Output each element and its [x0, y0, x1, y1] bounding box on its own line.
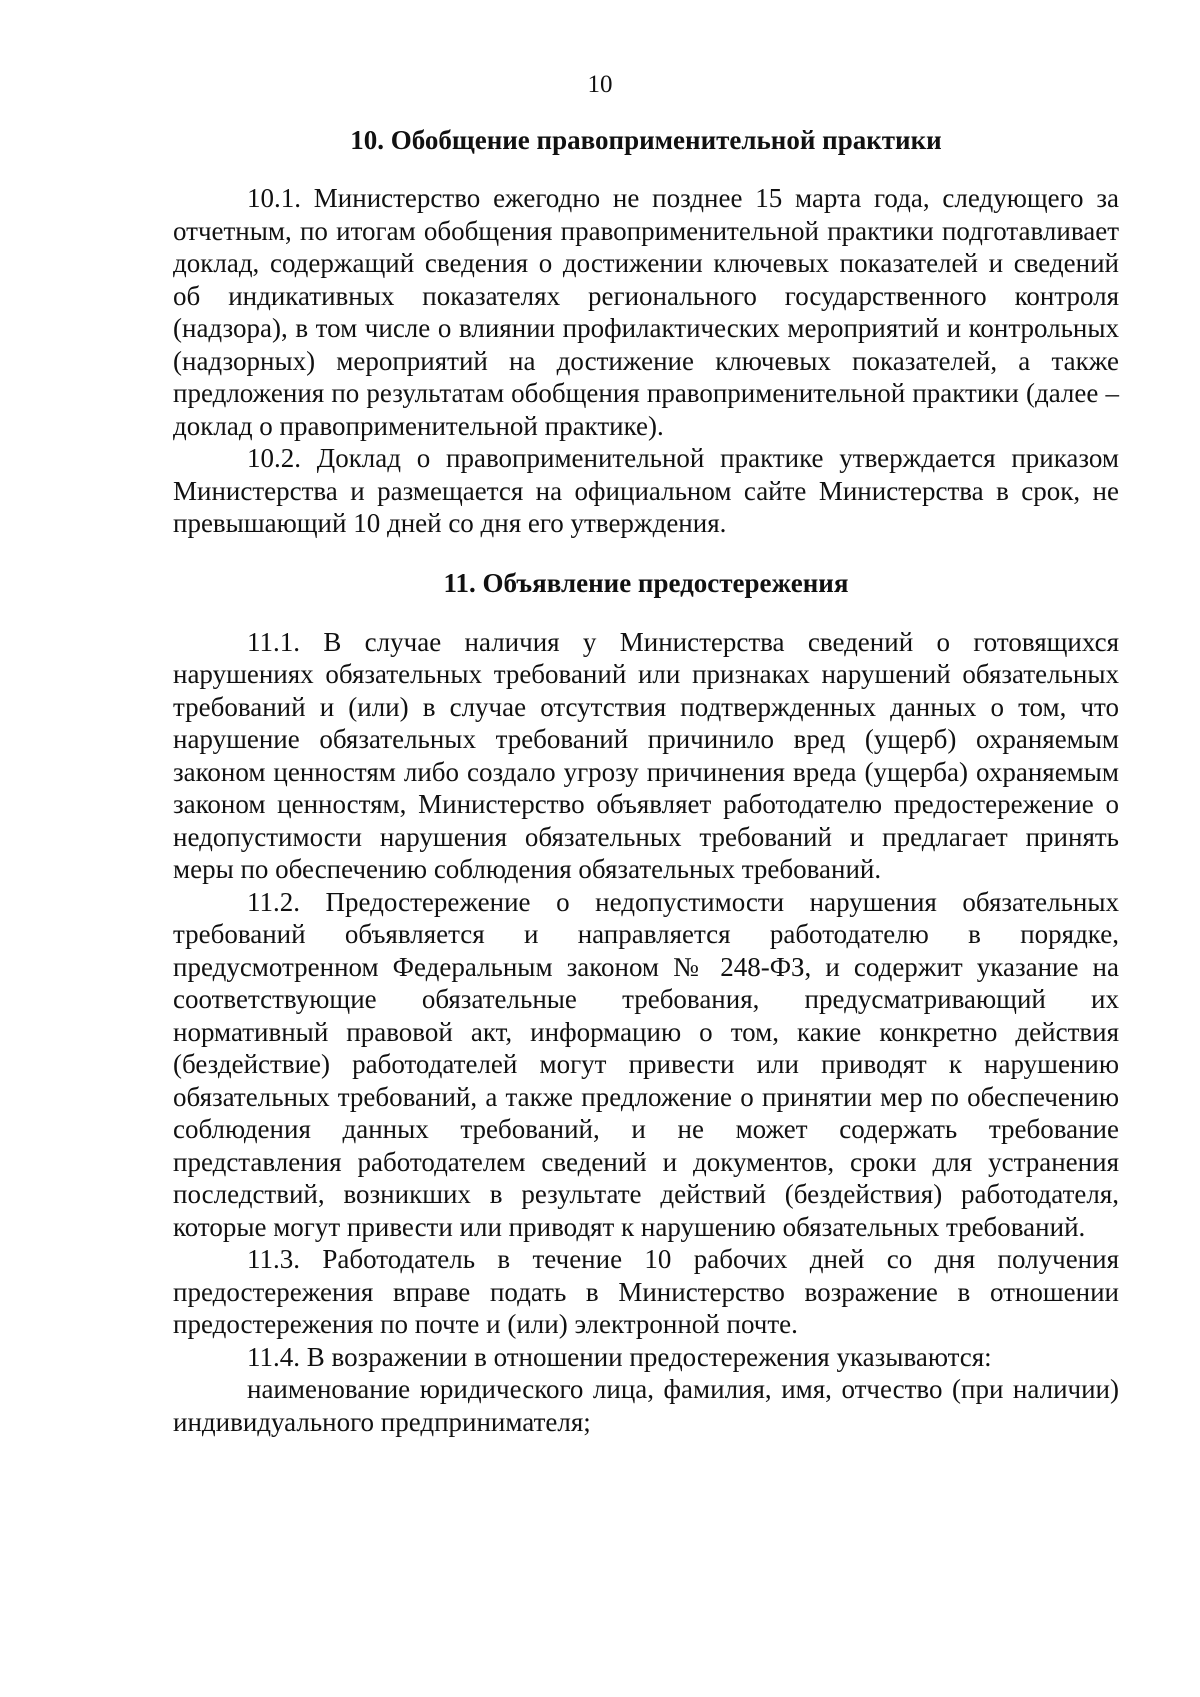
section-heading-11: 11. Объявление предостережения	[443, 567, 849, 598]
paragraph-11-2: 11.2. Предостережение о недопустимости нарушения обязательных требований объявляется и направляется работодателю в порядке, предусмотренном Федеральным законом № 248-ФЗ, и содержит указание на соответствующие обязательные требования, предусматривающий их нормативный правовой акт, информацию о том, какие конкретно действия (бездействие) работодателей могут привести или приводят к нарушению обязательных требований, а также предложение о принятии мер по обеспечению соблюдения данных требований, и не может содержать требование представления работодателем сведений и документов, сроки для устранения последствий, возникших в результате действий (бездействия) работодателя, которые могут привести или приводят к нарушению обязательных требований.	[173, 886, 1119, 1242]
section-heading-10: 10. Обобщение правоприменительной практики	[350, 125, 942, 155]
page-number: 10	[587, 71, 613, 98]
paragraph-11-4-item-1: наименование юридического лица, фамилия, имя, отчество (при наличии) индивидуального предпринимателя;	[173, 1374, 1119, 1437]
paragraph-11-4: 11.4. В возражении в отношении предостережения указываются:	[247, 1341, 992, 1372]
document-body	[173, 124, 1119, 1438]
paragraph-10-2: 10.2. Доклад о правоприменительной практике утверждается приказом Министерства и размещается на официальном сайте Министерства в срок, не превышающий 10 дней со дня его утверждения.	[173, 443, 1119, 538]
paragraph-11-1: 11.1. В случае наличия у Министерства сведений о готовящихся нарушениях обязательных требований или признаках нарушений обязательных требований и (или) в случае отсутствия подтвержденных данных о том, что нарушение обязательных требований причинило вред (ущерб) охраняемым законом ценностям либо создало угрозу причинения вреда (ущерба) охраняемым законом ценностям, Министерство объявляет работодателю предостережение о недопустимости нарушения обязательных требований и предлагает принять меры по обеспечению соблюдения обязательных требований.	[173, 626, 1119, 884]
paragraph-11-3: 11.3. Работодатель в течение 10 рабочих дней со дня получения предостережения вправе подать в Министерство возражение в отношении предостережения по почте и (или) электронной почте.	[173, 1244, 1119, 1339]
paragraph-10-1: 10.1. Министерство ежегодно не позднее 15 марта года, следующего за отчетным, по итогам обобщения правоприменительной практики подготавливает доклад, содержащий сведения о достижении ключевых показателей и сведений об индикативных показателях регионального государственного контроля (надзора), в том числе о влиянии профилактических мероприятий и контрольных (надзорных) мероприятий на достижение ключевых показателей, а также предложения по результатам обобщения правоприменительной практики (далее – доклад о правоприменительной практике).	[173, 183, 1119, 441]
